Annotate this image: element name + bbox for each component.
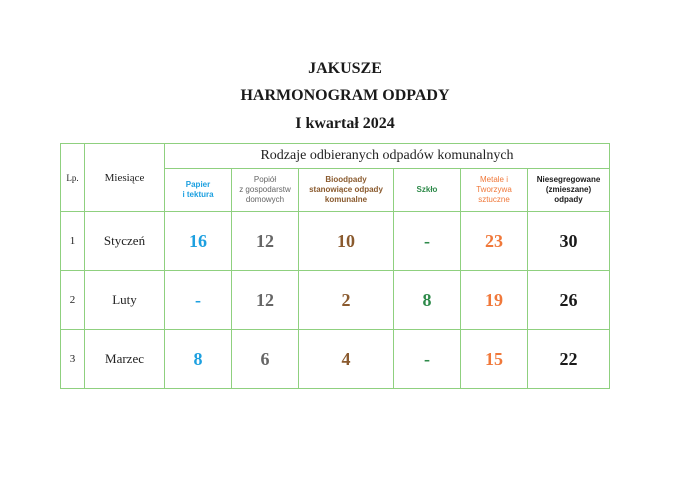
table-row	[61, 212, 610, 271]
category-header-line: z gospodarstw	[239, 185, 291, 194]
row-number: 1	[61, 212, 85, 271]
category-header-line: Bioodpady	[325, 175, 367, 184]
category-header-paper	[165, 169, 232, 212]
period-title: I kwartał 2024	[295, 115, 395, 132]
table-row	[61, 330, 610, 389]
glass-day: 8	[394, 271, 461, 330]
category-header-glass	[394, 169, 461, 212]
bio-day: 10	[299, 212, 394, 271]
metal-plastic-day: 15	[461, 330, 528, 389]
category-header-line: Metale i	[479, 175, 508, 184]
category-header-line: komunalne	[324, 195, 368, 204]
mixed-day: 30	[528, 212, 610, 271]
category-header-line: (zmieszane)	[545, 185, 592, 194]
category-header-line: Papier	[185, 180, 211, 189]
category-header-mixed	[528, 169, 610, 212]
document-title: JAKUSZE	[308, 60, 382, 77]
category-header-line: stanowiące odpady	[309, 185, 383, 194]
mixed-day: 26	[528, 271, 610, 330]
waste-types-group-header: Rodzaje odbieranych odpadów komunalnych	[165, 144, 610, 169]
month-column-header: Miesiące	[85, 144, 165, 212]
paper-day: 8	[165, 330, 232, 389]
month-name: Styczeń	[85, 212, 165, 271]
row-number: 3	[61, 330, 85, 389]
category-header-line: sztuczne	[478, 195, 510, 204]
lp-column-header: Lp.	[61, 144, 85, 212]
month-name: Marzec	[85, 330, 165, 389]
paper-day: -	[165, 271, 232, 330]
ash-day: 12	[232, 212, 299, 271]
waste-schedule-table	[60, 143, 610, 389]
schedule-title: HARMONOGRAM ODPADY	[240, 87, 450, 104]
glass-day: -	[394, 212, 461, 271]
category-header-bio	[299, 169, 394, 212]
category-header-line: Tworzywa	[476, 185, 512, 194]
table-row	[61, 271, 610, 330]
month-name: Luty	[85, 271, 165, 330]
paper-day: 16	[165, 212, 232, 271]
ash-day: 12	[232, 271, 299, 330]
glass-day: -	[394, 330, 461, 389]
mixed-day: 22	[528, 330, 610, 389]
category-header-line: Niesegregowane	[536, 175, 601, 184]
ash-day: 6	[232, 330, 299, 389]
category-header-line: Popiół	[253, 175, 277, 184]
bio-day: 2	[299, 271, 394, 330]
category-header-metal-plastic	[461, 169, 528, 212]
category-header-line: i tektura	[182, 190, 214, 199]
category-header-line: domowych	[245, 195, 285, 204]
bio-day: 4	[299, 330, 394, 389]
metal-plastic-day: 23	[461, 212, 528, 271]
category-header-ash	[232, 169, 299, 212]
category-header-line: odpady	[554, 195, 583, 204]
metal-plastic-day: 19	[461, 271, 528, 330]
row-number: 2	[61, 271, 85, 330]
category-header-line: Szkło	[416, 185, 438, 194]
